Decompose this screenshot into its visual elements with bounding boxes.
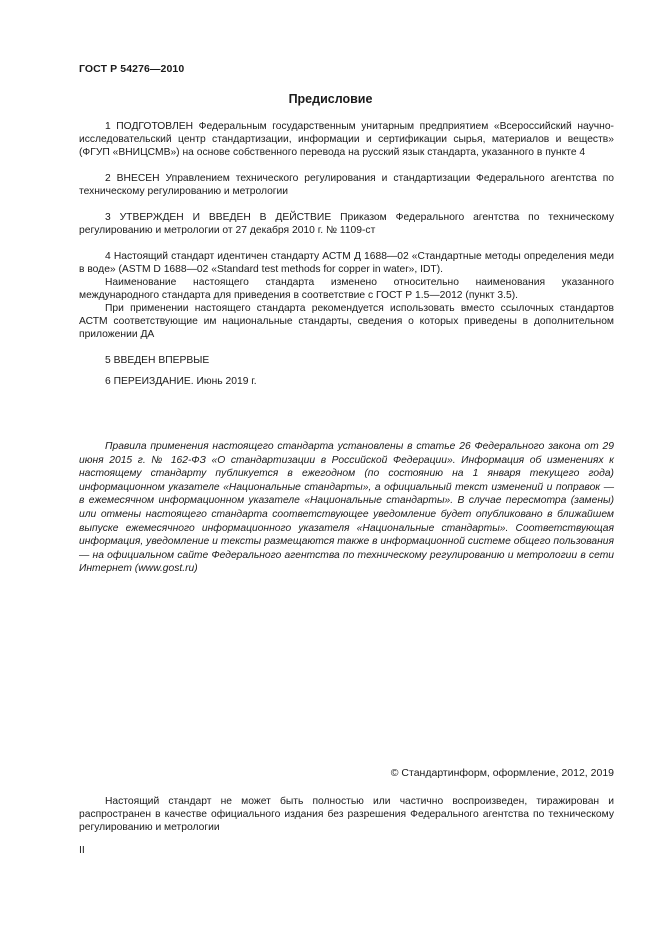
foreword-item-4 [79,250,614,276]
foreword-item-4-note-1: Наименование настоящего стандарта изменено относительно наименования указанного международного стандарта для приведения в соответствие с ГОСТ Р 1.5—2012 (пункт 3.5). [79,277,614,301]
foreword-item-1 [79,120,614,159]
page-title: Предисловие [288,92,373,106]
copyright-line: © Стандартинформ, оформление, 2012, 2019 [390,767,614,779]
foreword-item-5: 5 ВВЕДЕН ВПЕРВЫЕ [105,355,210,366]
item-lead: 2 ВНЕСЕН [105,173,160,184]
item-text: Июнь 2019 г. [193,376,257,387]
item-lead: 4 [105,251,111,262]
item-lead: 3 УТВЕРЖДЕН И ВВЕДЕН В ДЕЙСТВИЕ [105,212,332,223]
foreword-item-2 [79,172,614,198]
standard-usage-notice [79,440,614,576]
foreword-item-6 [79,375,614,388]
item-lead: 1 ПОДГОТОВЛЕН [105,121,194,132]
item-text: Приказом Федерального агентства по техническому регулированию и метрологии от 27 декабря 2010 г. № 1109-ст [79,212,614,236]
page-number: II [79,844,85,856]
document-code: ГОСТ Р 54276—2010 [79,63,185,75]
foreword-body [79,120,614,388]
notice-text: Правила применения настоящего стандарта установлены в статье 26 Федерального закона от 29 июня 2015 г. № 162-ФЗ «О стандартизации в Российской Федерации». Информация об изменениях к настоящему стандарту публикуется в ежегодном (по состоянию на 1 января текущего года) информационном указателе «Национальные стандарты», а официальный текст изменений и поправок — в ежемесячном информационном указателе «Национальные стандарты». В случае пересмотра (замены) или отмены настоящего стандарта соответствующее уведомление будет опубликовано в ближайшем выпуске ежемесячного информационного указателя «Национальные стандарты». Соответствующая информация, уведомление и тексты размещаются также в информационной системе общего пользования — на официальном сайте Федерального агентства по техническому регулированию и метрологии в сети Интернет (www.gost.ru) [79,441,614,575]
foreword-item-3 [79,211,614,237]
item-lead: 6 ПЕРЕИЗДАНИЕ. [105,376,194,387]
item-text: Управлением технического регулирования и стандартизации Федерального агентства по техническому регулированию и метрологии [79,173,615,197]
item-text: Настоящий стандарт идентичен стандарту АСТМ Д 1688—02 «Стандартные методы определения меди в воде» (ASTM D 1688—02 «Standard test methods for copper in water», IDT). [79,251,614,275]
reproduction-notice [79,795,614,834]
reproduction-text: Настоящий стандарт не может быть полностью или частично воспроизведен, тиражирован и распространен в качестве официального издания без разрешения Федерального агентства по техническому регулированию и метрологии [79,796,614,833]
foreword-item-4-note-2: При применении настоящего стандарта рекомендуется использовать вместо ссылочных стандартов АСТМ соответствующие им национальные стандарты, сведения о которых приведены в дополнительном приложении ДА [79,303,614,340]
item-text: Федеральным государственным унитарным предприятием «Всероссийский научно-исследовательский центр стандартизации, информации и сертификации сырья, материалов и веществ» (ФГУП «ВНИЦСМВ») на основе собственного перевода на русский язык стандарта, указанного в пункте 4 [79,121,614,158]
